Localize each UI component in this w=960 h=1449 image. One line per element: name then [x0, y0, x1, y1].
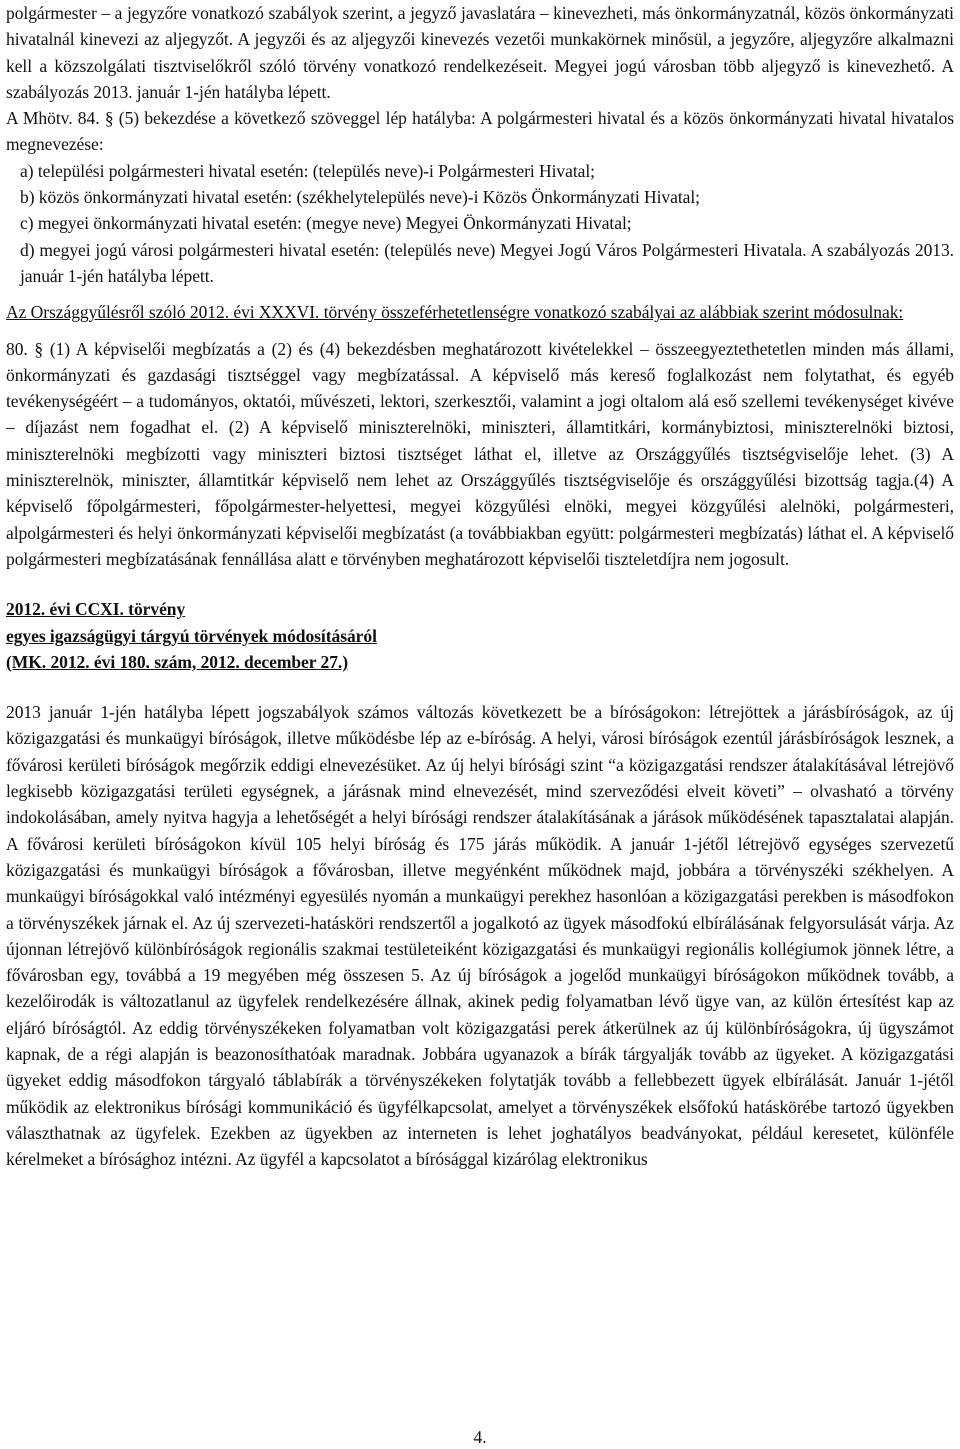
list-item-c: c) megyei önkormányzati hivatal esetén: (megye neve) Megyei Önkormányzati Hivatal; — [20, 213, 632, 234]
list-item-b: b) közös önkormányzati hivatal esetén: (székhelytelepülés neve)-i Közös Önkormányzati Hivatal; — [20, 187, 700, 208]
law-title-subject: egyes igazságügyi tárgyú törvények módosításáról — [6, 625, 377, 646]
law-title-gazette: (MK. 2012. évi 180. szám, 2012. december 27.) — [6, 651, 349, 672]
section-heading-parliament-act: Az Országgyűlésről szóló 2012. évi XXXVI. törvény összeférhetetlenségre vonatkozó szabályai az alábbiak szerint módosulnak: — [6, 302, 904, 323]
list-item-d: d) megyei jogú városi polgármesteri hivatal esetén: (település neve) Megyei Jogú Város Polgármesteri Hivatala. A szabályozás 2013. január 1-jén hatályba lépett. — [20, 239, 954, 286]
page-number: 4. — [473, 1427, 487, 1447]
paragraph-section-80: 80. § (1) A képviselői megbízatás a (2) és (4) bekezdésben meghatározott kivételekkel – összeegyeztethetetlen minden más állami, önkormányzati és gazdasági tisztséggel vagy megbízatással. A képviselő más kereső foglalkozást nem folytathat, és egyéb tevékenységéért – a tudományos, oktatói, művészeti, lektori, szerkesztői, valamint a jogi oltalom alá eső szellemi tevékenységet kivéve – díjazást nem fogadhat el. (2) A képviselő miniszterelnöki, miniszteri, államtitkári, kormánybiztosi, miniszterelnöki biztosi, miniszterelnöki megbízotti vagy miniszteri biztosi tisztséget láthat el, illetve az Országgyűlés tisztségviselője lehet. (3) A miniszterelnök, miniszter, államtitkár képviselő nem lehet az Országgyűlés tisztségviselője és országgyűlési bizottság tagja.(4) A képviselő főpolgármesteri, főpolgármester-helyettesi, megyei közgyűlési elnöki, megyei közgyűlési alelnöki, polgármesteri, alpolgármesteri és helyi önkormányzati képviselői megbízatást (a továbbiakban együtt: polgármesteri megbízatás) láthat el. A képviselő polgármesteri megbízatásának fennállása alatt e törvényben meghatározott képviselői tiszteletdíjra nem jogosult. — [6, 338, 954, 569]
law-title-number: 2012. évi CCXI. törvény — [6, 599, 186, 620]
paragraph-deputy-notary: polgármester – a jegyzőre vonatkozó szabályok szerint, a jegyző javaslatára – kinevezheti, más önkormányzatnál, közös önkormányzati hivatalnál kinevezi az aljegyzőt. A jegyzői és az aljegyzői kinevezés vezetői munkakörnek minősül, a jegyzőre, aljegyzőre alkalmazni kell a közszolgálati tisztviselőkről szóló törvény vonatkozó rendelkezéseit. Megyei jogú városban több aljegyző is kinevezhető. A szabályozás 2013. január 1-jén hatályba lépett. — [6, 3, 954, 102]
list-item-a: a) települési polgármesteri hivatal esetén: (település neve)-i Polgármesteri Hivatal; — [20, 160, 595, 181]
paragraph-courts-reform: 2013 január 1-jén hatályba lépett jogszabályok számos változás következett be a bíróságokon: létrejöttek a járásbíróságok, az új közigazgatási és munkaügyi bíróságok, illetve működésbe lép az e-bíróság. A helyi, városi bíróságok ezentúl járásbíróságok lesznek, a fővárosi kerületi bíróságok megőrzik eddigi elnevezésüket. Az új helyi bírósági szint “a közigazgatási rendszer átalakításával létrejövő legkisebb közigazgatási területi egységnek, a járásnak mind elnevezését, mind szerveződési elveit követi” – olvasható a törvény indokolásában, amely nyitva hagyja a lehetőségét a helyi bírósági rendszer átalakításának a járások működésének tapasztalatai alapján. A fővárosi kerületi bíróságokon kívül 105 helyi bíróság és 175 járás működik. A január 1-jétől létrejövő egységes szervezetű közigazgatási és munkaügyi bíróságok a fővárosban, illetve megyénként működnek majd, jobbára a törvényszéki székhelyen. A munkaügyi bíróságokkal való intézményi egyesülés nyomán a munkaügyi perekhez hasonlóan a közigazgatási perekben is másodfokon a törvényszékek járnak el. Az új szervezeti-hatásköri rendszertől a jogalkotó az ügyek másodfokú elbírálásának felgyorsulását várja. Az újonnan létrejövő különbíróságok regionális szakmai testületeiként közigazgatási és munkaügyi regionális kollégiumok jönnek létre, a fővárosban egy, továbbá a 19 megyében még összesen 5. Az új bíróságok a jogelőd munkaügyi bíróságokon működnek tovább, a kezelőirodák is változatlanul az ügyfelek rendelkezésére állnak, akinek pedig folyamatban lévő ügye van, az külön értesítést kap az eljáró bíróságtól. Az eddig törvényszékeken folyamatban volt közigazgatási perek átkerülnek az új különbíróságokra, új ügyszámot kapnak, de a régi alapján is beazonosíthatóak maradnak. Jobbára ugyanazok a bírák tárgyalják tovább az ügyeket. A közigazgatási ügyeket eddig másodfokon tárgyaló táblabírák a törvényszékeken folytatják tovább a fellebbezett ügyek elbírálását. Január 1-jétől működik az elektronikus bírósági kommunikáció és ügyfélkapcsolat, amelyet a törvényszékek elsőfokú hatáskörébe tartozó ügyekben választhatnak az ügyfelek. Ezekben az ügyekben az interneten is lehet joghatályos beadványokat, például keresetet, különféle kérelmeket a bírósághoz intézni. Az ügyfél a kapcsolatot a bírósággal kizárólag elektronikus — [6, 702, 954, 1170]
paragraph-mhotv-84: A Mhötv. 84. § (5) bekezdése a következő szöveggel lép hatályba: A polgármesteri hivatal és a közös önkormányzati hivatal hivatalos megnevezése: — [6, 108, 954, 155]
